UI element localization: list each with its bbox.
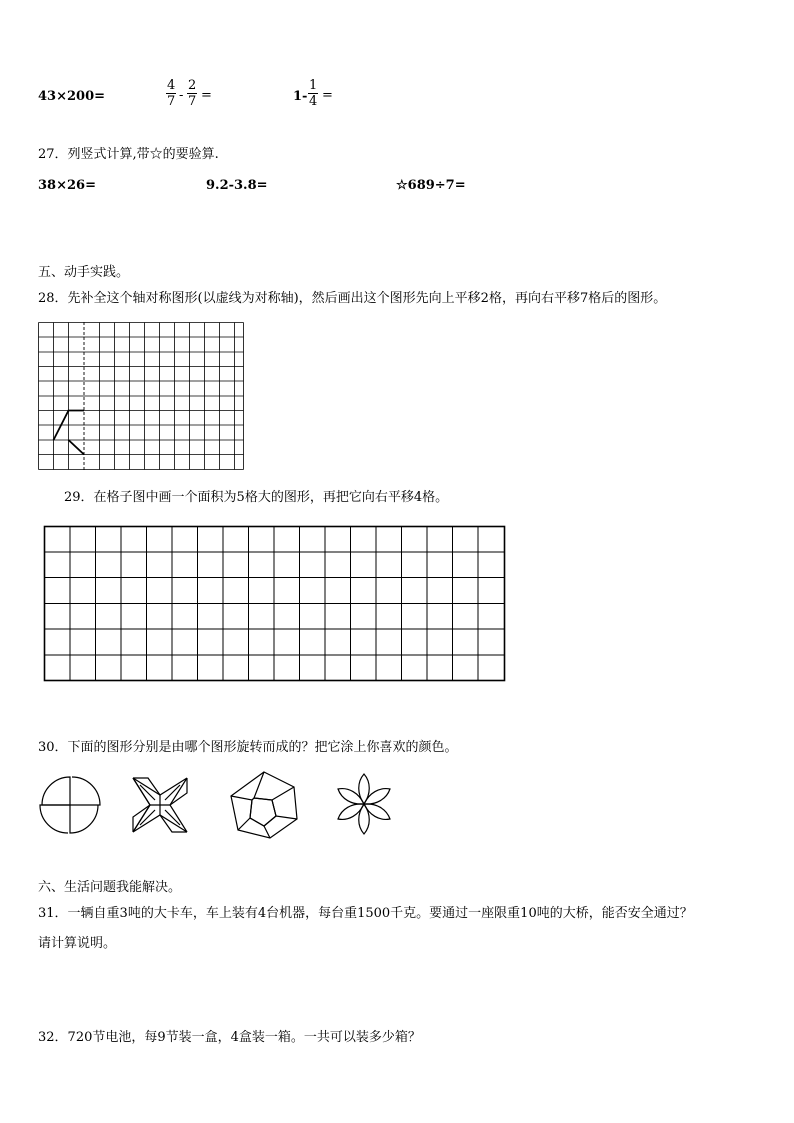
q28-grid[interactable] (38, 322, 244, 472)
calc-expr-1: 43×200= (38, 89, 106, 104)
fraction-denominator: 7 (188, 94, 197, 109)
q27-title: 27．列竖式计算,带☆的要验算. (38, 147, 219, 162)
fraction-4-7 (166, 78, 176, 109)
q27-item-2: 9.2-3.8= (206, 178, 268, 193)
fraction-2-7 (187, 78, 197, 109)
pinwheel-figure (38, 775, 104, 835)
q32-title: 32．720节电池，每9节装一盒，4盒装一箱。一共可以装多少箱？ (38, 1030, 421, 1045)
q29-grid[interactable] (44, 526, 506, 682)
section-6-heading: 六、生活问题我能解决。 (38, 880, 182, 895)
cross-pattern-figure (130, 775, 190, 835)
grid-lines (39, 323, 244, 470)
q29-title: 29．在格子图中画一个面积为5格大的图形，再把它向右平移4格。 (64, 490, 449, 505)
minus-sign: - (179, 88, 184, 103)
section-5-heading: 五、动手实践。 (38, 265, 130, 280)
fraction-denominator: 4 (309, 94, 318, 109)
q31-line-1: 31．一辆自重3吨的大卡车，车上装有4台机器，每台重1500千克。要通过一座限重10吨的大桥，能否安全通过？ (38, 906, 693, 921)
hexagon-spiral-figure (228, 770, 300, 840)
grid-lines (45, 527, 505, 681)
equals-sign: = (322, 88, 333, 103)
fraction-numerator: 4 (167, 78, 176, 93)
q31-line-2: 请计算说明。 (38, 936, 117, 951)
q27-item-3: ☆689÷7= (396, 178, 466, 193)
fraction-numerator: 1 (309, 78, 318, 93)
one-minus: 1- (293, 89, 308, 104)
six-petal-flower-figure (330, 772, 398, 836)
q27-item-1: 38×26= (38, 178, 96, 193)
fraction-denominator: 7 (167, 94, 176, 109)
fraction-1-4 (308, 78, 318, 109)
q30-title: 30．下面的图形分别是由哪个图形旋转而成的？把它涂上你喜欢的颜色。 (38, 740, 458, 755)
equals-sign: = (201, 88, 212, 103)
fraction-numerator: 2 (188, 78, 197, 93)
q28-title: 28．先补全这个轴对称图形(以虚线为对称轴)，然后画出这个图形先向上平移2格，再向右平移7格后的图形。 (38, 291, 667, 306)
